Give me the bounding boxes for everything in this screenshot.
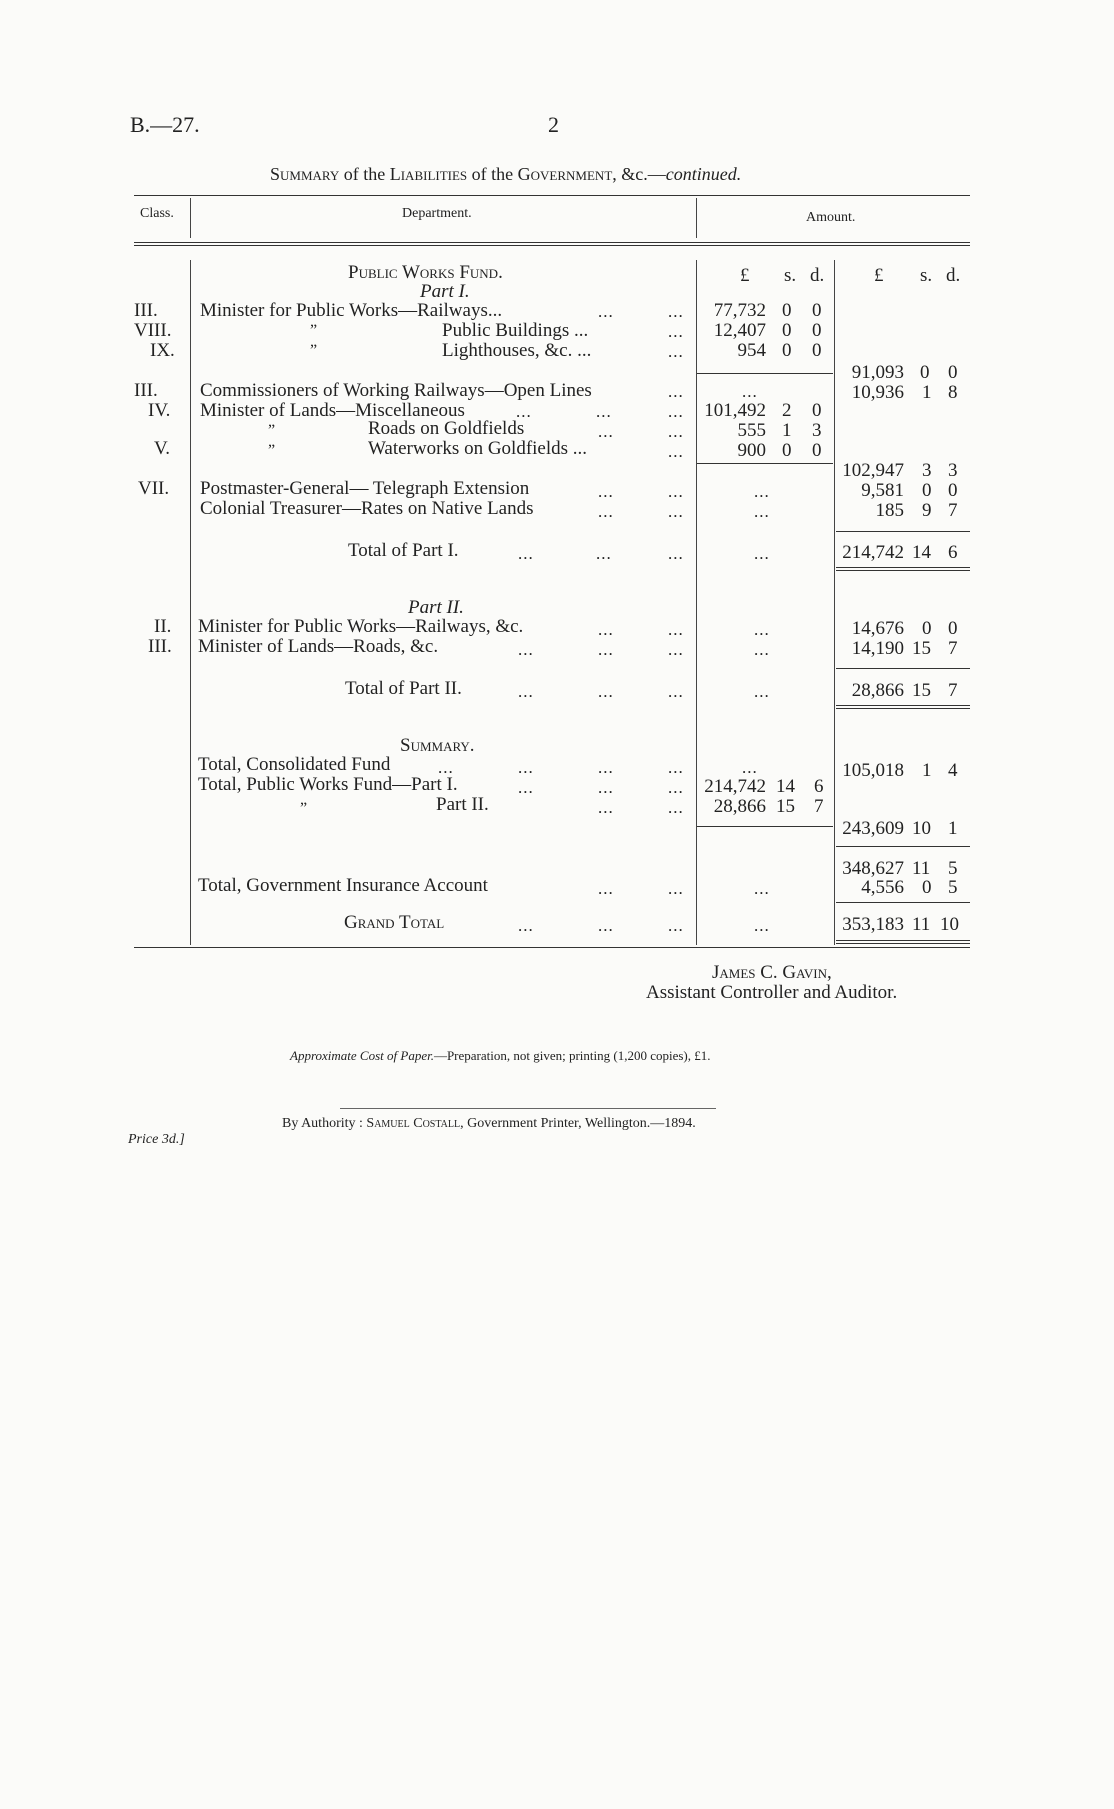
amount-pence: 4 [948, 760, 958, 781]
table-bottom-rule [134, 947, 970, 948]
class-label: IX. [150, 340, 175, 361]
summary-heading: Summary. [400, 735, 475, 756]
total-double-rule [836, 708, 970, 709]
amount-pence: 0 [948, 618, 958, 639]
grand-total-pence: 10 [940, 914, 959, 935]
subtotal-shillings: 11 [912, 858, 931, 879]
amount-pence: 7 [814, 796, 824, 817]
leader-dots: ... [598, 758, 614, 777]
total-label: Total of Part II. [345, 678, 462, 699]
department-label: Minister of Lands—Miscellaneous [200, 400, 465, 421]
amount-pence: 0 [812, 340, 822, 361]
amount-pounds: 12,407 [713, 320, 766, 341]
leader-dots: ... [598, 879, 614, 898]
amount-pounds: 4,556 [861, 877, 904, 898]
column-divider [190, 198, 191, 238]
ditto-mark: ” [310, 322, 318, 339]
amount-pounds: 9,581 [861, 480, 904, 501]
total-double-rule [836, 705, 970, 706]
total-shillings: 14 [912, 542, 931, 563]
ditto-mark: ” [268, 442, 276, 459]
title-part: of the [339, 164, 390, 184]
department-label: Minister for Public Works—Railways, &c. [198, 616, 524, 637]
amount-pence: 0 [812, 400, 822, 421]
leader-dots: ... [668, 879, 684, 898]
document-reference: B.—27. [130, 112, 200, 137]
table-top-rule [134, 195, 970, 196]
leader-dots: ... [518, 544, 534, 563]
amount-pounds: 28,866 [713, 796, 766, 817]
leader-dots: ... [598, 302, 614, 321]
column-divider [190, 260, 191, 945]
amount-shillings: 0 [782, 440, 792, 461]
leader-dots: ... [668, 342, 684, 361]
department-label: Total, Public Works Fund—Part I. [198, 774, 458, 795]
grand-total-pounds: 353,183 [842, 914, 904, 935]
total-double-rule [836, 570, 970, 571]
subtotal-rule [697, 826, 833, 827]
amount-pounds: 14,190 [851, 638, 904, 659]
pound-sign: £ [740, 265, 750, 286]
leader-dots: ... [518, 916, 534, 935]
class-label: VII. [138, 478, 170, 499]
title-part: of the [467, 164, 518, 184]
leader-dots: ... [668, 402, 684, 421]
leader-dots: ... [518, 682, 534, 701]
section-heading: Public Works Fund. [348, 262, 503, 283]
leader-dots: ... [596, 544, 612, 563]
leader-dots: ... [668, 916, 684, 935]
header-rule [134, 245, 970, 246]
leader-dots: ... [668, 422, 684, 441]
signatory-title: Assistant Controller and Auditor. [646, 982, 898, 1003]
page-title [270, 164, 741, 185]
leader-dots: ... [596, 402, 612, 421]
subtotal-rule [836, 846, 970, 847]
leader-dots: ... [754, 482, 770, 501]
printer-name: Samuel Costall [366, 1116, 461, 1131]
leader-dots: ... [668, 758, 684, 777]
leader-dots: ... [668, 544, 684, 563]
total-rule [836, 531, 970, 532]
total-pence: 7 [948, 680, 958, 701]
leader-dots: ... [516, 402, 532, 421]
department-label: Colonial Treasurer—Rates on Native Lands [200, 498, 534, 519]
column-divider [696, 198, 697, 238]
leader-dots: ... [668, 302, 684, 321]
amount-pence: 0 [948, 480, 958, 501]
leader-dots: ... [754, 502, 770, 521]
department-label: Roads on Goldfields [368, 418, 525, 439]
amount-pounds: 77,732 [713, 300, 766, 321]
amount-pence: 3 [812, 420, 822, 441]
subtotal-pence: 5 [948, 858, 958, 879]
subtotal-rule [697, 463, 833, 464]
amount-pounds: 900 [737, 440, 766, 461]
department-label: Minister of Lands—Roads, &c. [198, 636, 439, 657]
leader-dots: ... [668, 502, 684, 521]
class-label: III. [134, 300, 158, 321]
total-pounds: 28,866 [851, 680, 904, 701]
authority-line [282, 1116, 696, 1132]
class-label: III. [148, 636, 172, 657]
authority-rule [340, 1108, 716, 1109]
subtotal-pence: 3 [948, 460, 958, 481]
leader-dots: ... [668, 640, 684, 659]
leader-dots: ... [598, 682, 614, 701]
total-shillings: 15 [912, 680, 931, 701]
amount-shillings: 14 [776, 776, 795, 797]
leader-dots: ... [598, 502, 614, 521]
leader-dots: ... [754, 682, 770, 701]
amount-shillings: 0 [782, 320, 792, 341]
leader-dots: ... [742, 758, 758, 777]
cost-note-label: Approximate Cost of Paper. [290, 1048, 434, 1063]
part-heading: Part II. [408, 597, 464, 618]
amount-shillings: 2 [782, 400, 792, 421]
leader-dots: ... [754, 640, 770, 659]
page-number: 2 [548, 112, 559, 137]
subtotal-pounds: 348,627 [842, 858, 904, 879]
authority-prefix: By Authority : [282, 1116, 367, 1131]
department-label: Total, Consolidated Fund [198, 754, 391, 775]
leader-dots: ... [668, 798, 684, 817]
total-double-rule [836, 943, 970, 944]
total-rule [836, 668, 970, 669]
total-rule [836, 902, 970, 903]
subtotal-shillings: 3 [922, 460, 932, 481]
amount-shillings: 15 [776, 796, 795, 817]
title-part: Government [517, 164, 613, 184]
header-class: Class. [140, 206, 174, 221]
amount-shillings: 0 [782, 340, 792, 361]
leader-dots: ... [668, 682, 684, 701]
leader-dots: ... [598, 482, 614, 501]
class-label: V. [154, 438, 171, 459]
amount-shillings: 0 [922, 618, 932, 639]
class-label: II. [154, 616, 172, 637]
leader-dots: ... [518, 640, 534, 659]
amount-pounds: 555 [737, 420, 766, 441]
shilling-header: s. [784, 265, 797, 286]
total-pounds: 214,742 [842, 542, 904, 563]
price-note: Price 3d.] [128, 1132, 185, 1147]
leader-dots: ... [742, 382, 758, 401]
leader-dots: ... [668, 442, 684, 461]
amount-pence: 7 [948, 500, 958, 521]
title-part: Liabilities [389, 164, 468, 184]
department-label: Lighthouses, &c. ... [442, 340, 592, 361]
leader-dots: ... [668, 620, 684, 639]
header-department: Department. [402, 206, 472, 221]
header-amount: Amount. [806, 210, 856, 225]
grand-total-label: Grand Total [344, 912, 445, 933]
department-label: Total, Government Insurance Account [198, 875, 488, 896]
leader-dots: ... [598, 422, 614, 441]
amount-pounds: 954 [737, 340, 766, 361]
department-label: Part II. [436, 794, 489, 815]
amount-pence: 5 [948, 877, 958, 898]
department-label: Postmaster-General— Telegraph Extension [200, 478, 530, 499]
leader-dots: ... [518, 758, 534, 777]
leader-dots: ... [598, 798, 614, 817]
class-label: VIII. [134, 320, 172, 341]
amount-shillings: 0 [922, 877, 932, 898]
leader-dots: ... [518, 778, 534, 797]
total-double-rule [836, 940, 970, 941]
amount-shillings: 1 [782, 420, 792, 441]
total-pence: 6 [948, 542, 958, 563]
ditto-mark: ” [268, 422, 276, 439]
department-label: Minister for Public Works—Railways... [200, 300, 503, 321]
amount-pounds: 185 [875, 500, 904, 521]
title-part: Summary [270, 164, 340, 184]
leader-dots: ... [598, 620, 614, 639]
amount-shillings: 1 [922, 382, 932, 403]
leader-dots: ... [668, 778, 684, 797]
grand-total-shillings: 11 [912, 914, 931, 935]
header-rule [134, 242, 970, 243]
amount-pounds: 214,742 [704, 776, 766, 797]
title-part: continued. [665, 164, 742, 184]
amount-pence: 7 [948, 638, 958, 659]
shilling-header: s. [920, 265, 933, 286]
subtotal-shillings: 0 [920, 362, 930, 383]
leader-dots: ... [598, 916, 614, 935]
leader-dots: ... [754, 544, 770, 563]
amount-pence: 0 [812, 320, 822, 341]
leader-dots: ... [668, 382, 684, 401]
subtotal-pounds: 91,093 [851, 362, 904, 383]
leader-dots: ... [754, 916, 770, 935]
pound-sign: £ [874, 265, 884, 286]
pence-header: d. [946, 265, 961, 286]
subtotal-pence: 0 [948, 362, 958, 383]
amount-pence: 0 [812, 300, 822, 321]
subtotal-pence: 1 [948, 818, 958, 839]
signatory-name: James C. Gavin, [712, 962, 832, 983]
cost-note-text: —Preparation, not given; printing (1,200 copies), £1. [433, 1048, 711, 1063]
class-label: III. [134, 380, 158, 401]
department-label: Commissioners of Working Railways—Open Lines [200, 380, 592, 401]
amount-pence: 6 [814, 776, 824, 797]
total-double-rule [836, 567, 970, 568]
leader-dots: ... [668, 482, 684, 501]
subtotal-pounds: 102,947 [842, 460, 904, 481]
amount-shillings: 0 [782, 300, 792, 321]
amount-shillings: 15 [912, 638, 931, 659]
column-divider [696, 260, 697, 945]
amount-pounds: 14,676 [851, 618, 904, 639]
department-label: Public Buildings ... [442, 320, 589, 341]
amount-shillings: 0 [922, 480, 932, 501]
subtotal-pounds: 243,609 [842, 818, 904, 839]
title-part: , &c.— [612, 164, 666, 184]
amount-pounds: 105,018 [842, 760, 904, 781]
leader-dots: ... [754, 879, 770, 898]
subtotal-shillings: 10 [912, 818, 931, 839]
authority-suffix: , Government Printer, Wellington.—1894. [460, 1116, 696, 1131]
ditto-mark: ” [300, 800, 308, 817]
amount-shillings: 1 [922, 760, 932, 781]
cost-note [290, 1048, 711, 1064]
pence-header: d. [810, 265, 825, 286]
department-label: Waterworks on Goldfields ... [368, 438, 588, 459]
leader-dots: ... [438, 758, 454, 777]
ditto-mark: ” [310, 342, 318, 359]
part-heading: Part I. [420, 281, 470, 302]
leader-dots: ... [598, 640, 614, 659]
subtotal-rule [697, 373, 833, 374]
amount-pence: 0 [812, 440, 822, 461]
amount-pounds: 10,936 [851, 382, 904, 403]
amount-pounds: 101,492 [704, 400, 766, 421]
leader-dots: ... [598, 778, 614, 797]
amount-shillings: 9 [922, 500, 932, 521]
amount-pence: 8 [948, 382, 958, 403]
total-label: Total of Part I. [348, 540, 459, 561]
leader-dots: ... [668, 322, 684, 341]
leader-dots: ... [754, 620, 770, 639]
class-label: IV. [148, 400, 171, 421]
